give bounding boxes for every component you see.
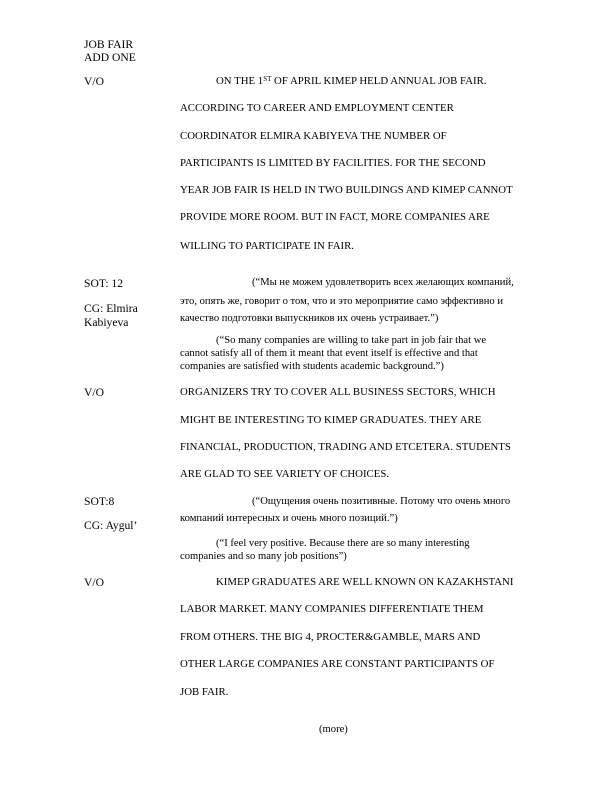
narration-line: JOB FAIR.: [180, 686, 229, 698]
narration-line: PARTICIPANTS IS LIMITED BY FACILITIES. FOR THE SECOND: [180, 157, 486, 169]
narration-line: KIMEP GRADUATES ARE WELL KNOWN ON KAZAKHSTANI: [216, 576, 514, 588]
segment-label: V/O: [84, 75, 104, 88]
quote-ru-line: (“Мы не можем удовлетворить всех желающих компаний,: [252, 277, 514, 288]
narration-line: PROVIDE MORE ROOM. BUT IN FACT, MORE COMPANIES ARE: [180, 211, 490, 223]
narration-line: WILLING TO PARTICIPATE IN FAIR.: [180, 240, 355, 252]
more-indicator: (more): [319, 724, 348, 735]
narration-line: ACCORDING TO CAREER AND EMPLOYMENT CENTER: [180, 102, 454, 114]
quote-ru-line: (“Ощущения очень позитивные. Потому что очень много: [252, 496, 511, 507]
narration-line: MIGHT BE INTERESTING TO KIMEP GRADUATES. THEY ARE: [180, 414, 482, 426]
page-marker: ADD ONE: [84, 51, 136, 64]
quote-en-line: (“So many companies are willing to take part in job fair that we: [216, 335, 487, 346]
cg-caption: CG: Aygul’: [84, 519, 138, 532]
segment-label: SOT:8: [84, 495, 115, 508]
narration-line: FROM OTHERS. THE BIG 4, PROCTER&GAMBLE, MARS AND: [180, 631, 481, 643]
narration-line: COORDINATOR ELMIRA KABIYEVA THE NUMBER OF: [180, 130, 447, 142]
narration-line: ORGANIZERS TRY TO COVER ALL BUSINESS SECTORS, WHICH: [180, 386, 496, 398]
narration-line: ARE GLAD TO SEE VARIETY OF CHOICES.: [180, 468, 390, 480]
cg-caption: CG: Elmira: [84, 302, 138, 315]
quote-en-line: companies are satisfied with students academic background.”): [180, 361, 444, 372]
narration-line: FINANCIAL, PRODUCTION, TRADING AND ETCETERA. STUDENTS: [180, 441, 511, 453]
quote-en-line: (“I feel very positive. Because there are so many interesting: [216, 538, 470, 549]
quote-ru-line: это, опять же, говорит о том, что и это мероприятие само эффективно и: [180, 296, 503, 307]
narration-line: YEAR JOB FAIR IS HELD IN TWO BUILDINGS AND KIMEP CANNOT: [180, 184, 513, 196]
segment-label: V/O: [84, 576, 104, 589]
narration-line: OTHER LARGE COMPANIES ARE CONSTANT PARTICIPANTS OF: [180, 658, 495, 670]
quote-ru-line: качество подготовки выпускников их очень устраивает.”): [180, 313, 439, 324]
story-slug: JOB FAIR: [84, 38, 134, 51]
cg-caption: Kabiyeva: [84, 316, 129, 329]
quote-en-line: cannot satisfy all of them it meant that event itself is effective and that: [180, 348, 478, 359]
narration-line: LABOR MARKET. MANY COMPANIES DIFFERENTIATE THEM: [180, 603, 484, 615]
segment-label: SOT: 12: [84, 277, 124, 290]
segment-label: V/O: [84, 386, 104, 399]
narration-line: ON THE 1ST OF APRIL KIMEP HELD ANNUAL JOB FAIR.: [216, 75, 487, 87]
quote-en-line: companies and so many job positions”): [180, 551, 347, 562]
quote-ru-line: компаний интересных и очень много позиций.”): [180, 513, 398, 524]
